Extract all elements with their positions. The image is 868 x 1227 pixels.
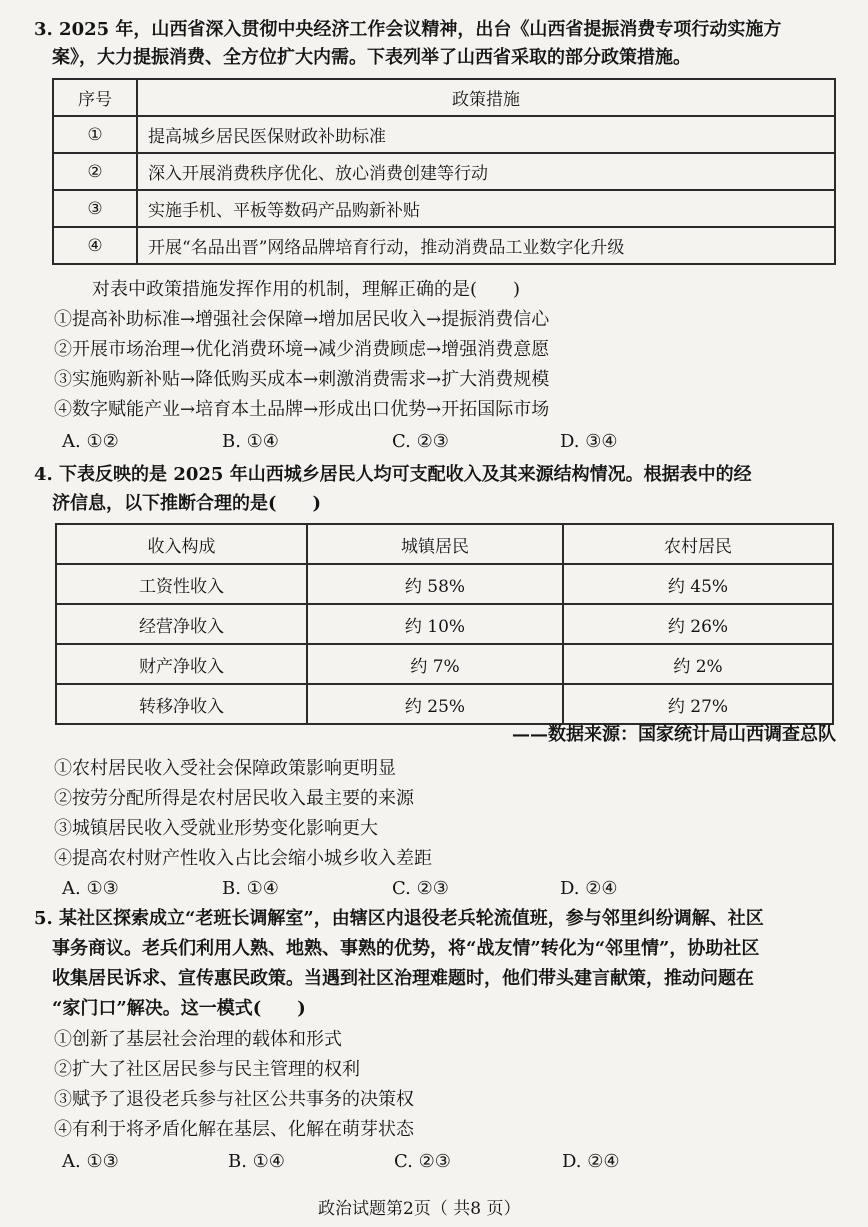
table-row <box>53 190 835 227</box>
table-cell: 约 45% <box>563 564 833 604</box>
answer-choice-a[interactable]: A. ①③ <box>62 1151 119 1172</box>
table-row <box>56 684 833 724</box>
table-header-cell: 城镇居民 <box>307 524 563 564</box>
answer-choice-b[interactable]: B. ①④ <box>228 1151 285 1172</box>
q4-option-2: ②按劳分配所得是农村居民收入最主要的来源 <box>54 788 414 809</box>
answer-choice-b[interactable]: B. ①④ <box>222 431 279 452</box>
q3-option-1: ①提高补助标准→增强社会保障→增加居民收入→提振消费信心 <box>54 309 550 330</box>
q4-option-1: ①农村居民收入受社会保障政策影响更明显 <box>54 758 396 779</box>
answer-choice-c[interactable]: C. ②③ <box>392 878 449 899</box>
table-cell: ② <box>53 153 137 190</box>
q3-option-2: ②开展市场治理→优化消费环境→减少消费顾虑→增强消费意愿 <box>54 339 550 360</box>
table-row <box>56 604 833 644</box>
table-header-cell: 政策措施 <box>137 79 835 116</box>
q3-text-line-2: 案》，大力提振消费、全方位扩大内需。下表列举了山西省采取的部分政策措施。 <box>52 47 691 68</box>
table-cell: 约 25% <box>307 684 563 724</box>
q5-text-line-1: 5. 某社区探索成立“老班长调解室”，由辖区内退役老兵轮流值班，参与邻里纠纷调解、社区 <box>34 908 764 929</box>
q5-text-line-2: 事务商议。老兵们利用人熟、地熟、事熟的优势，将“战友情”转化为“邻里情”，协助社区 <box>52 938 760 959</box>
table-header-cell: 农村居民 <box>563 524 833 564</box>
table-cell: 转移净收入 <box>56 684 307 724</box>
q3-stem: 对表中政策措施发挥作用的机制，理解正确的是( ) <box>92 279 521 300</box>
table-cell: 约 26% <box>563 604 833 644</box>
q3-option-3: ③实施购新补贴→降低购买成本→刺激消费需求→扩大消费规模 <box>54 369 550 390</box>
q4-answer-choices <box>62 877 762 901</box>
q3-option-4: ④数字赋能产业→培育本土品牌→形成出口优势→开拓国际市场 <box>54 399 550 420</box>
page-footer: 政治试题第2页（ 共8 页） <box>318 1199 521 1219</box>
q5-option-1: ①创新了基层社会治理的载体和形式 <box>54 1029 342 1050</box>
table-cell: 提高城乡居民医保财政补助标准 <box>137 116 835 153</box>
answer-choice-d[interactable]: D. ②④ <box>562 1151 620 1172</box>
answer-choice-b[interactable]: B. ①④ <box>222 878 279 899</box>
table-cell: 约 10% <box>307 604 563 644</box>
table-header-cell: 序号 <box>53 79 137 116</box>
q4-text-line-2: 济信息，以下推断合理的是( ) <box>52 493 322 514</box>
q4-text-line-1: 4. 下表反映的是 2025 年山西城乡居民人均可支配收入及其来源结构情况。根据表中的经 <box>34 464 752 485</box>
q5-option-4: ④有利于将矛盾化解在基层、化解在萌芽状态 <box>54 1119 414 1140</box>
q5-text-line-4: “家门口”解决。这一模式( ) <box>52 998 306 1019</box>
table-cell: 实施手机、平板等数码产品购新补贴 <box>137 190 835 227</box>
q4-option-3: ③城镇居民收入受就业形势变化影响更大 <box>54 818 378 839</box>
income-table <box>55 523 834 725</box>
table-cell: 财产净收入 <box>56 644 307 684</box>
table-header-row <box>56 524 833 564</box>
table-cell: ① <box>53 116 137 153</box>
policy-table <box>52 78 836 265</box>
answer-choice-a[interactable]: A. ①② <box>62 431 119 452</box>
table-cell: 约 58% <box>307 564 563 604</box>
answer-choice-c[interactable]: C. ②③ <box>392 431 449 452</box>
q5-answer-choices <box>62 1150 762 1174</box>
table-cell: ④ <box>53 227 137 264</box>
table-cell: 经营净收入 <box>56 604 307 644</box>
q5-option-2: ②扩大了社区居民参与民主管理的权利 <box>54 1059 360 1080</box>
table-cell: 约 2% <box>563 644 833 684</box>
q3-answer-choices <box>62 430 762 454</box>
table-row <box>53 153 835 190</box>
q4-option-4: ④提高农村财产性收入占比会缩小城乡收入差距 <box>54 848 432 869</box>
table-cell: 工资性收入 <box>56 564 307 604</box>
table-row <box>56 564 833 604</box>
q5-option-3: ③赋予了退役老兵参与社区公共事务的决策权 <box>54 1089 414 1110</box>
table-cell: 开展“名品出晋”网络品牌培育行动，推动消费品工业数字化升级 <box>137 227 835 264</box>
q5-text-line-3: 收集居民诉求、宣传惠民政策。当遇到社区治理难题时，他们带头建言献策，推动问题在 <box>52 968 754 989</box>
table-cell: 深入开展消费秩序优化、放心消费创建等行动 <box>137 153 835 190</box>
table-cell: ③ <box>53 190 137 227</box>
table-header-cell: 收入构成 <box>56 524 307 564</box>
answer-choice-d[interactable]: D. ②④ <box>560 878 618 899</box>
q3-text-line-1: 3. 2025 年，山西省深入贯彻中央经济工作会议精神，出台《山西省提振消费专项行动实施方 <box>34 19 782 40</box>
answer-choice-d[interactable]: D. ③④ <box>560 431 618 452</box>
table-row <box>56 644 833 684</box>
answer-choice-a[interactable]: A. ①③ <box>62 878 119 899</box>
table-row <box>53 227 835 264</box>
table-header-row <box>53 79 835 116</box>
answer-choice-c[interactable]: C. ②③ <box>394 1151 451 1172</box>
table-cell: 约 7% <box>307 644 563 684</box>
data-source-note: ——数据来源：国家统计局山西调查总队 <box>512 724 836 745</box>
table-row <box>53 116 835 153</box>
table-cell: 约 27% <box>563 684 833 724</box>
